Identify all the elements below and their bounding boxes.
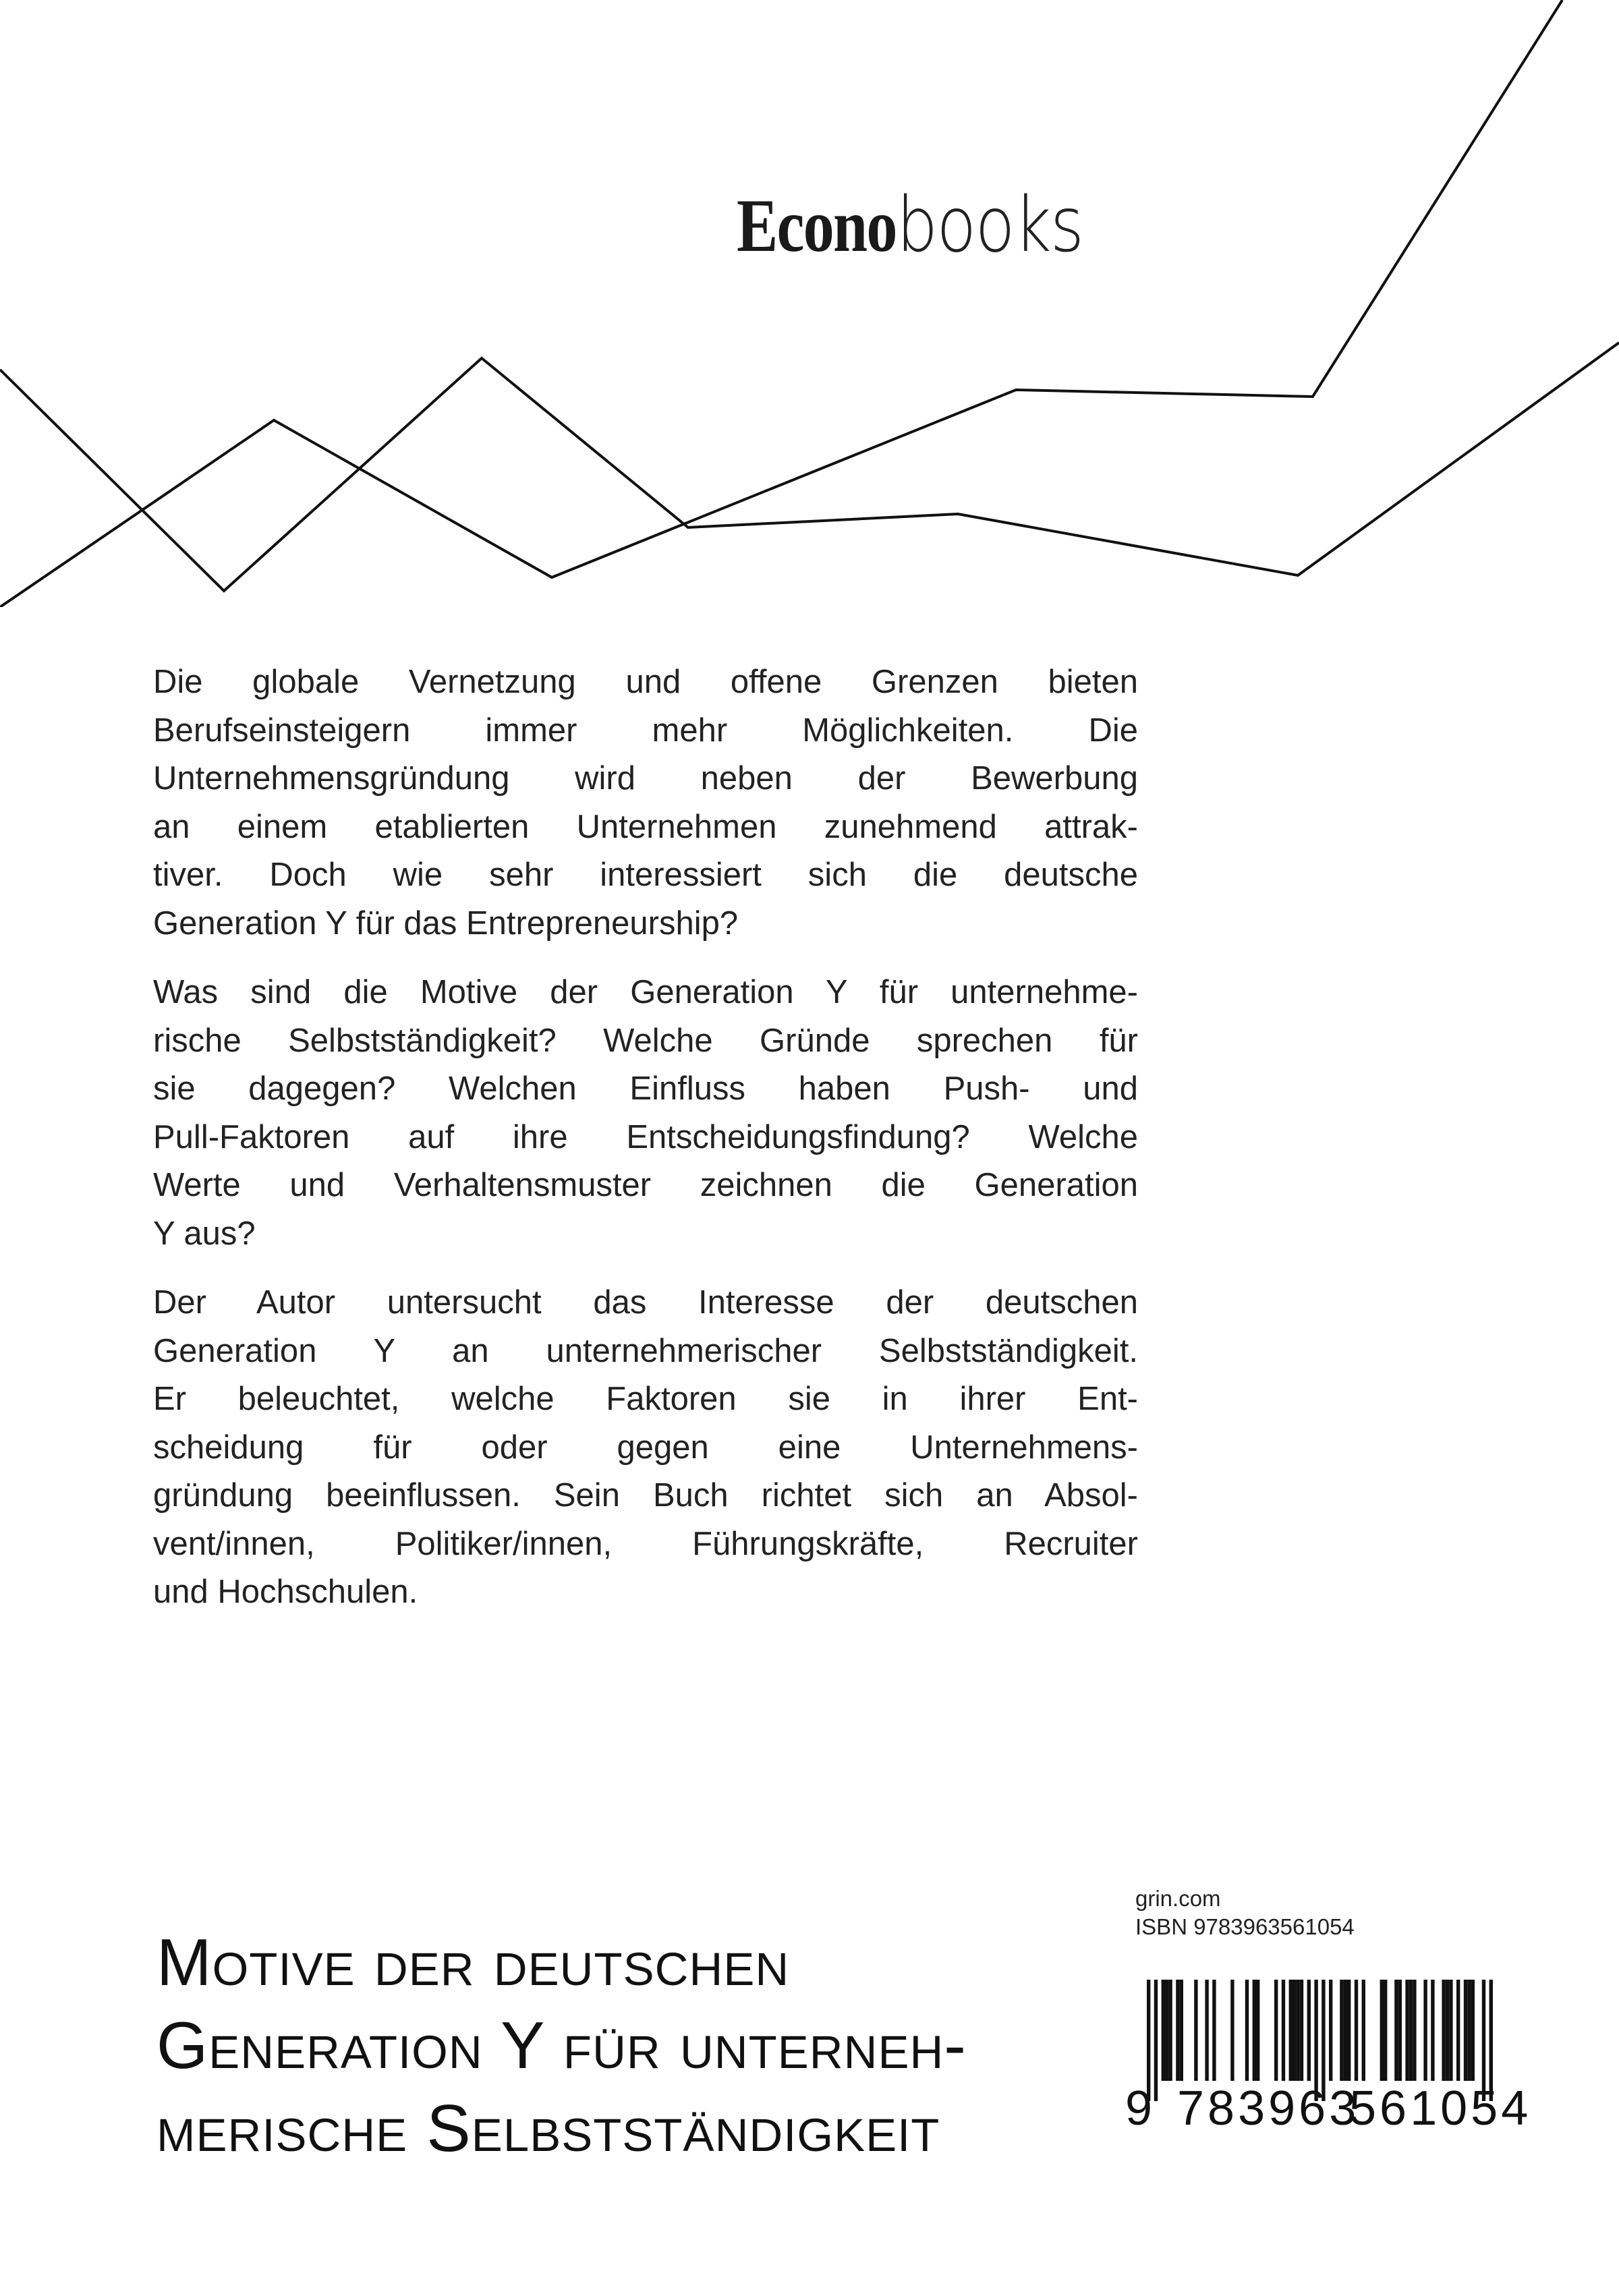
decorative-line-a bbox=[0, 343, 1619, 591]
blurb-line: Was sind die Motive der Generation Y für unternehme- bbox=[153, 974, 1138, 1010]
barcode-bar bbox=[1449, 1980, 1452, 2081]
barcode-digits-left: 783963 bbox=[1177, 2082, 1360, 2135]
barcode-bar bbox=[1398, 1980, 1402, 2081]
barcode-bar bbox=[1168, 1980, 1172, 2081]
blurb-line: Der Autor untersucht das Interesse der deutschen bbox=[153, 1284, 1138, 1321]
barcode-bar bbox=[1347, 1980, 1351, 2081]
barcode-bar bbox=[1212, 1980, 1216, 2081]
blurb-line: sie dagegen? Welchen Einfluss haben Push- und bbox=[153, 1070, 1138, 1107]
blurb-paragraph bbox=[153, 658, 1138, 948]
barcode-bar bbox=[1456, 1980, 1460, 2081]
barcode-bar bbox=[1446, 1980, 1449, 2081]
barcode-bar bbox=[1344, 1980, 1347, 2081]
blurb-line: Er beleuchtet, welche Faktoren sie in ihrer Ent- bbox=[153, 1381, 1138, 1417]
blurb-line: scheidung für oder gegen eine Unternehmens- bbox=[153, 1429, 1138, 1466]
barcode-bar bbox=[1176, 1980, 1179, 2081]
decorative-line-graphic bbox=[0, 0, 1619, 607]
barcode-bar bbox=[1205, 1980, 1208, 2081]
barcode-bar bbox=[1245, 1980, 1249, 2081]
blurb-line: an einem etablierten Unternehmen zunehmend attrak- bbox=[153, 808, 1138, 845]
barcode-bar bbox=[1467, 1980, 1471, 2081]
barcode-bar bbox=[1180, 1980, 1183, 2081]
barcode-bar bbox=[1409, 1980, 1413, 2081]
publisher-logo bbox=[737, 181, 1113, 269]
barcode-bar bbox=[1384, 1980, 1387, 2081]
blurb-line: und Hochschulen. bbox=[153, 1574, 418, 1610]
blurb-line: Generation Y für das Entrepreneurship? bbox=[153, 905, 739, 942]
book-title bbox=[157, 1921, 967, 2170]
barcode-bar bbox=[1256, 1980, 1259, 2081]
barcode-bar bbox=[1362, 1980, 1365, 2081]
blurb-line: rische Selbstständigkeit? Welche Gründe sprechen für bbox=[153, 1022, 1138, 1059]
barcode-bar bbox=[1289, 1980, 1293, 2081]
barcode-digit-first: 9 bbox=[1125, 2082, 1153, 2135]
barcode-bar bbox=[1471, 1980, 1475, 2081]
blurb-line: Die globale Vernetzung und offene Grenzen bieten bbox=[153, 664, 1138, 700]
barcode-bar bbox=[1355, 1980, 1358, 2081]
barcode-bar bbox=[1296, 1980, 1299, 2081]
blurb-line: Berufseinsteigern immer mehr Möglichkeiten. Die bbox=[153, 712, 1138, 749]
barcode-bar bbox=[1431, 1980, 1434, 2081]
barcode-bar bbox=[1423, 1980, 1427, 2081]
blurb-line: Generation Y an unternehmerischer Selbstständigkeit. bbox=[153, 1332, 1138, 1369]
blurb-paragraph bbox=[153, 969, 1138, 1258]
blurb-line: Werte und Verhaltensmuster zeichnen die Generation bbox=[153, 1167, 1138, 1203]
barcode-bar bbox=[1340, 1980, 1343, 2081]
blurb-line: Unternehmensgründung wird neben der Bewerbung bbox=[153, 760, 1138, 797]
barcode-bar bbox=[1329, 1980, 1332, 2081]
barcode-bar bbox=[1300, 1980, 1303, 2081]
barcode-bar bbox=[1413, 1980, 1416, 2081]
blurb-line: Pull-Faktoren auf ihre Entscheidungsfindung? Welche bbox=[153, 1118, 1138, 1155]
barcode-bar bbox=[1194, 1980, 1197, 2081]
blurb-line: vent/innen, Politiker/innen, Führungskräfte, Recruiter bbox=[153, 1525, 1138, 1562]
publisher-info bbox=[1135, 1885, 1355, 1941]
barcode-bar bbox=[1405, 1980, 1409, 2081]
blurb-line: tiver. Doch wie sehr interessiert sich die deutsche bbox=[153, 857, 1138, 893]
blurb-line: gründung beeinflussen. Sein Buch richtet sich an Absol- bbox=[153, 1477, 1138, 1514]
barcode-bar bbox=[1165, 1980, 1168, 2081]
barcode-bar bbox=[1162, 1980, 1165, 2081]
barcode-bar bbox=[1380, 1980, 1384, 2081]
barcode-bar bbox=[1464, 1980, 1467, 2081]
barcode-bar bbox=[1253, 1980, 1256, 2081]
barcode-bar bbox=[1230, 1980, 1234, 2081]
isbn: ISBN 9783963561054 bbox=[1135, 1914, 1355, 1939]
barcode-bar bbox=[1442, 1980, 1445, 2081]
blurb-paragraph bbox=[153, 1279, 1138, 1617]
barcode-bar bbox=[1282, 1980, 1285, 2081]
decorative-line-b bbox=[0, 0, 1562, 607]
logo-books: books bbox=[896, 181, 1083, 269]
barcode-digits-right: 561054 bbox=[1349, 2082, 1532, 2135]
blurb-line: Y aus? bbox=[153, 1215, 256, 1252]
title-line: merische Selbstständigkeit bbox=[157, 2091, 940, 2165]
barcode-bar bbox=[1307, 1980, 1311, 2081]
barcode-bar bbox=[1274, 1980, 1278, 2081]
website: grin.com bbox=[1135, 1886, 1221, 1911]
title-line: Motive der deutschen bbox=[157, 1925, 790, 1999]
logo-econo: Econo bbox=[737, 184, 897, 268]
barcode-bar bbox=[1154, 1980, 1158, 2101]
barcode-bar bbox=[1394, 1980, 1398, 2081]
back-cover-blurb bbox=[153, 658, 1138, 1638]
title-line: Generation Y für unterneh- bbox=[157, 2008, 967, 2082]
barcode-bar bbox=[1293, 1980, 1296, 2081]
